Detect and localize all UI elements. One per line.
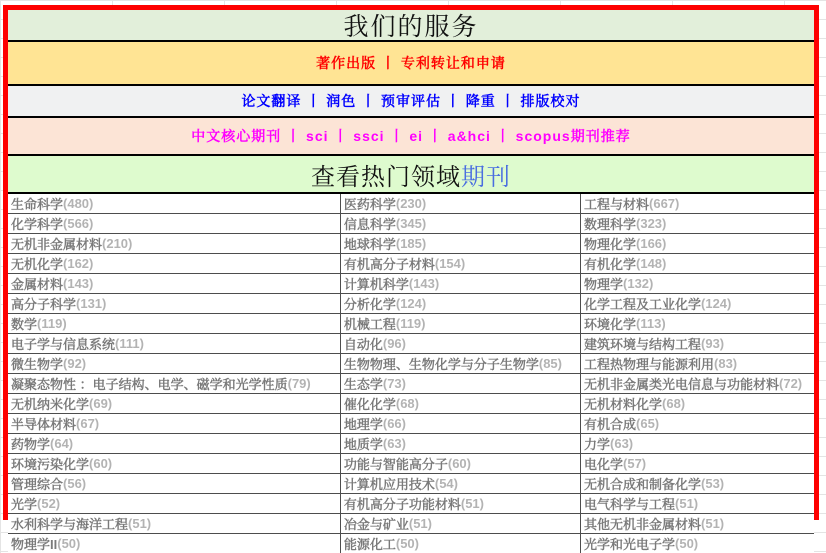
field-name: 凝聚态物性 ：电子结构、电学、磁学和光学性质 (11, 377, 288, 392)
field-name: 有机合成 (584, 417, 637, 432)
field-count: (54) (434, 476, 458, 491)
field-name: 生物物理、生物化学与分子生物学 (343, 357, 539, 372)
field-link[interactable] (341, 274, 581, 293)
page-title-text: 我们的服务 (343, 14, 479, 41)
table-row (8, 294, 814, 314)
table-row (8, 314, 814, 334)
field-count: (132) (623, 276, 654, 291)
field-link[interactable] (341, 374, 581, 393)
field-link[interactable] (581, 274, 814, 293)
table-row (8, 494, 814, 514)
field-link[interactable] (581, 214, 814, 233)
field-count: (162) (63, 256, 94, 271)
table-row (8, 194, 814, 214)
field-count: (64) (50, 436, 74, 451)
banner-publish-patent-label: 著作出版 丨 专利转让和申请 (316, 55, 506, 71)
field-count: (51) (675, 496, 699, 511)
field-link[interactable] (341, 454, 581, 473)
field-name: 电化学 (584, 457, 624, 472)
field-count: (67) (76, 416, 100, 431)
field-link[interactable] (341, 294, 581, 313)
field-name: 催化化学 (343, 397, 396, 412)
banner-journal-recommend-label: 中文核心期刊 丨 sci 丨 ssci 丨 ei 丨 a&hci 丨 scopus期刊推荐 (191, 128, 631, 144)
field-link[interactable] (341, 214, 581, 233)
field-count: (50) (675, 536, 699, 551)
field-count: (166) (636, 236, 667, 251)
field-name: 地球科学 (343, 237, 396, 252)
field-link[interactable] (341, 254, 581, 273)
field-name: 高分子科学 (11, 297, 77, 312)
field-link[interactable] (8, 234, 341, 253)
field-name: 电气科学与工程 (584, 497, 676, 512)
banner-publish-patent[interactable] (8, 42, 814, 86)
field-link[interactable] (341, 334, 581, 353)
table-row (8, 214, 814, 234)
field-link[interactable] (581, 454, 814, 473)
field-count: (119) (37, 316, 67, 331)
field-name: 冶金与矿业 (343, 517, 409, 532)
field-count: (113) (636, 316, 666, 331)
field-count: (154) (434, 256, 466, 271)
field-link[interactable] (8, 434, 341, 453)
table-row (8, 474, 814, 494)
field-link[interactable] (341, 234, 581, 253)
table-row (8, 434, 814, 454)
table-row (8, 414, 814, 434)
field-count: (93) (701, 336, 725, 351)
field-count: (51) (128, 516, 152, 531)
field-count: (566) (63, 216, 94, 231)
field-count: (53) (701, 476, 725, 491)
field-count: (68) (395, 396, 419, 411)
field-name: 化学工程及工业化学 (584, 297, 702, 312)
field-link[interactable] (8, 274, 341, 293)
field-link[interactable] (8, 194, 341, 213)
field-count: (131) (76, 296, 107, 311)
field-name: 计算机应用技术 (343, 477, 435, 492)
field-link[interactable] (341, 314, 581, 333)
page-title (8, 10, 814, 42)
field-count: (65) (636, 416, 660, 431)
field-count: (50) (57, 536, 81, 551)
field-link[interactable] (8, 294, 341, 313)
table-row (8, 534, 814, 553)
field-name: 医药科学 (343, 197, 396, 212)
field-name: 工程与材料 (584, 197, 650, 212)
field-link[interactable] (8, 494, 341, 513)
field-link[interactable] (341, 194, 581, 213)
field-link[interactable] (581, 254, 814, 273)
field-count: (73) (382, 376, 406, 391)
field-count: (345) (395, 216, 427, 231)
field-count: (68) (662, 396, 686, 411)
field-count: (60) (447, 456, 471, 471)
field-count: (96) (382, 336, 406, 351)
field-name: 水利科学与海洋工程 (11, 517, 129, 532)
field-count: (57) (623, 456, 647, 471)
field-name: 光学 (11, 497, 38, 512)
field-link[interactable] (581, 414, 814, 433)
field-link[interactable] (8, 474, 341, 493)
hot-fields-table (8, 194, 814, 553)
field-name: 数理科学 (584, 217, 637, 232)
field-name: 微生物学 (11, 357, 64, 372)
field-link[interactable] (341, 474, 581, 493)
field-name: 半导体材料 (11, 417, 77, 432)
table-row (8, 454, 814, 474)
field-link[interactable] (341, 414, 581, 433)
field-count: (148) (636, 256, 667, 271)
field-name: 计算机科学 (343, 277, 409, 292)
field-link[interactable] (341, 534, 581, 553)
field-count: (124) (395, 296, 427, 311)
field-link[interactable] (341, 394, 581, 413)
field-count: (79) (287, 376, 311, 391)
field-count: (63) (610, 436, 634, 451)
hot-fields-heading-prefix: 查看热门领域 (311, 164, 461, 191)
field-link[interactable] (8, 214, 341, 233)
field-link[interactable] (581, 294, 814, 313)
field-name: 地理学 (343, 417, 383, 432)
table-row (8, 374, 814, 394)
field-name: 生态学 (343, 377, 383, 392)
field-count: (63) (382, 436, 406, 451)
table-row (8, 354, 814, 374)
field-link[interactable] (8, 394, 341, 413)
table-row (8, 334, 814, 354)
field-link[interactable] (8, 334, 341, 353)
field-link[interactable] (581, 474, 814, 493)
field-count: (83) (714, 356, 738, 371)
field-link[interactable] (581, 514, 814, 533)
field-count: (480) (63, 196, 94, 211)
field-link[interactable] (581, 374, 814, 393)
field-name: 力学 (584, 437, 611, 452)
field-name: 生命科学 (11, 197, 64, 212)
field-count: (143) (408, 276, 440, 291)
field-count: (230) (395, 196, 427, 211)
field-link[interactable] (341, 514, 581, 533)
field-name: 有机高分子功能材料 (343, 497, 461, 512)
field-name: 机械工程 (343, 317, 396, 332)
field-link[interactable] (8, 374, 341, 393)
field-name: 有机高分子材料 (343, 257, 435, 272)
field-count: (51) (701, 516, 725, 531)
field-link[interactable] (581, 394, 814, 413)
table-row (8, 234, 814, 254)
field-count: (111) (115, 336, 144, 351)
field-count: (667) (649, 196, 680, 211)
field-count: (124) (701, 296, 732, 311)
field-name: 无机纳米化学 (11, 397, 90, 412)
field-link[interactable] (8, 414, 341, 433)
field-link[interactable] (341, 354, 581, 373)
field-link[interactable] (8, 534, 341, 553)
field-link[interactable] (581, 334, 814, 353)
field-count: (56) (63, 476, 87, 491)
field-link[interactable] (8, 354, 341, 373)
field-name: 建筑环境与结构工程 (584, 337, 702, 352)
field-name: 地质学 (343, 437, 383, 452)
field-name: 无机合成和制备化学 (584, 477, 702, 492)
field-name: 有机化学 (584, 257, 637, 272)
field-count: (52) (37, 496, 61, 511)
field-name: 药物学 (11, 437, 51, 452)
field-name: 功能与智能高分子 (343, 457, 448, 472)
field-name: 化学科学 (11, 217, 64, 232)
field-count: (51) (460, 496, 484, 511)
field-link[interactable] (8, 254, 341, 273)
field-name: 工程热物理与能源利用 (584, 357, 715, 372)
field-count: (66) (382, 416, 406, 431)
field-link[interactable] (581, 194, 814, 213)
field-link[interactable] (8, 454, 341, 473)
field-name: 无机化学 (11, 257, 64, 272)
field-name: 其他无机非金属材料 (584, 517, 702, 532)
field-link[interactable] (581, 494, 814, 513)
table-row (8, 254, 814, 274)
field-count: (69) (89, 396, 113, 411)
field-link[interactable] (581, 434, 814, 453)
field-count: (85) (538, 356, 562, 371)
field-name: 数学 (11, 317, 38, 332)
field-count: (210) (102, 236, 133, 251)
field-name: 管理综合 (11, 477, 64, 492)
table-row (8, 394, 814, 414)
field-link[interactable] (341, 494, 581, 513)
field-name: 环境污染化学 (11, 457, 90, 472)
field-name: 光学和光电子学 (584, 537, 676, 552)
field-name: 信息科学 (343, 217, 396, 232)
field-count: (119) (395, 316, 426, 331)
field-count: (50) (395, 536, 419, 551)
field-count: (51) (408, 516, 432, 531)
field-name: 能源化工 (343, 537, 396, 552)
services-panel (3, 5, 819, 552)
field-link[interactable] (581, 234, 814, 253)
banner-paper-services[interactable] (8, 86, 814, 118)
field-link[interactable] (8, 314, 341, 333)
field-name: 环境化学 (584, 317, 637, 332)
field-count: (72) (779, 376, 803, 391)
field-link[interactable] (8, 514, 341, 533)
field-count: (143) (63, 276, 94, 291)
field-name: 物理化学 (584, 237, 637, 252)
field-name: 物理学II (11, 537, 58, 552)
field-link[interactable] (341, 434, 581, 453)
banner-journal-recommend[interactable] (8, 118, 814, 156)
field-count: (185) (395, 236, 427, 251)
field-count: (92) (63, 356, 87, 371)
field-name: 电子学与信息系统 (11, 337, 116, 352)
field-name: 物理学 (584, 277, 624, 292)
field-count: (60) (89, 456, 113, 471)
field-name: 无机非金属类光电信息与功能材料 (584, 377, 780, 392)
field-name: 分析化学 (343, 297, 396, 312)
field-link[interactable] (581, 534, 814, 553)
field-name: 无机非金属材料 (11, 237, 103, 252)
field-link[interactable] (581, 354, 814, 373)
journal-link[interactable]: 期刊 (461, 164, 511, 191)
field-count: (323) (636, 216, 667, 231)
table-row (8, 514, 814, 534)
hot-fields-heading (8, 156, 814, 194)
table-row (8, 274, 814, 294)
field-link[interactable] (581, 314, 814, 333)
field-name: 金属材料 (11, 277, 64, 292)
field-name: 无机材料化学 (584, 397, 663, 412)
field-name: 自动化 (343, 337, 383, 352)
banner-paper-services-label: 论文翻译 丨 润色 丨 预审评估 丨 降重 丨 排版校对 (241, 93, 581, 109)
